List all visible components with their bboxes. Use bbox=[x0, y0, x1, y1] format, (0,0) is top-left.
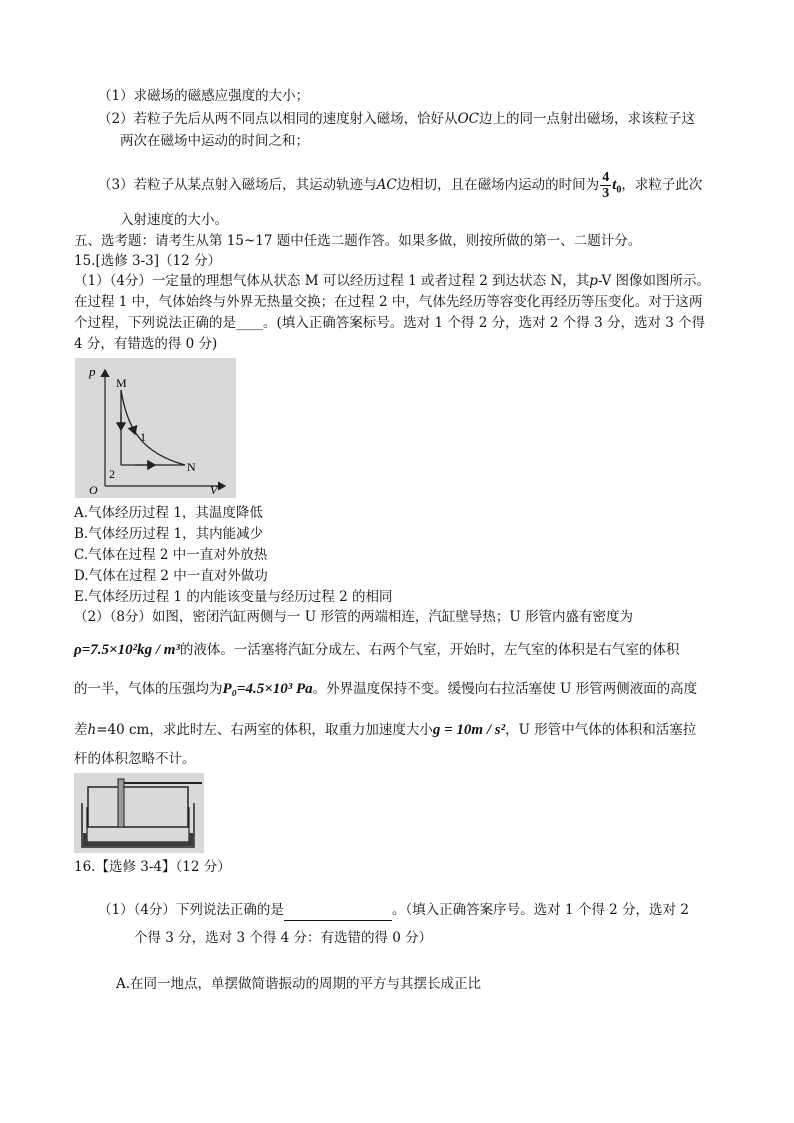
q14-part1: （1）求磁场的磁感应强度的大小； bbox=[98, 88, 310, 104]
cylinder bbox=[88, 787, 188, 827]
q15-option-a: A.气体经历过程 1，其温度降低 bbox=[74, 505, 263, 521]
q14-part2-cont: 两次在磁场中运动的时间之和； bbox=[120, 133, 309, 149]
oc-label: OC bbox=[457, 111, 479, 127]
pv-diagram bbox=[75, 358, 236, 498]
u-tube-outer bbox=[82, 803, 194, 847]
gravity-formula: g = 10m / s² bbox=[432, 722, 506, 738]
q15-s2-line1: （2）（8分）如图，密闭汽缸两侧与一 U 形管的两端相连，汽缸壁导热；U 形管内盛有密度为 bbox=[74, 609, 634, 625]
section-five-heading: 五、选考题：请考生从第 15~17 题中任选二题作答。如果多做，则按所做的第一、二题计分。 bbox=[74, 233, 642, 249]
q15-s1-line4: 4 分，有错选的得 0 分) bbox=[74, 336, 218, 352]
q16-title: 16.【选修 3-4】（12 分） bbox=[74, 859, 231, 875]
density-formula: ρ=7.5×10²kg / m³ bbox=[74, 642, 180, 658]
q14-part3: （3）若粒子从某点射入磁场后，其运动轨迹与AC边相切，且在磁场内运动的时间为 $\frac{4}{3}$ $t_0$，求粒子此次 bbox=[98, 170, 703, 201]
q15-s1-line2: 在过程 1 中，气体始终与外界无热量交换；在过程 2 中，气体先经历等容变化再经历等压变化。对于这两 bbox=[74, 294, 703, 310]
q14-part3-cont: 入射速度的大小。 bbox=[120, 212, 228, 228]
q16-s1-line1: （1）（4分）下列说法正确的是 。（填入正确答案序号。选对 1 个得 2 分，选对 2 bbox=[98, 900, 689, 921]
state-n-label: N bbox=[187, 460, 196, 474]
origin-label: O bbox=[89, 483, 98, 497]
pressure-formula: P₀=4.5×10³ Pa bbox=[222, 681, 313, 697]
q15-option-b: B.气体经历过程 1，其内能减少 bbox=[74, 526, 264, 542]
u-tube-liquid bbox=[83, 833, 193, 846]
q15-option-d: D.气体在过程 2 中一直对外做功 bbox=[74, 568, 268, 584]
p-axis-label: p bbox=[89, 364, 96, 379]
cylinder-u-tube-figure bbox=[74, 773, 204, 853]
v-axis-label: V bbox=[210, 483, 218, 497]
pv-diagram-figure bbox=[75, 358, 236, 498]
q15-option-e: E.气体经历过程 1 的内能该变量与经历过程 2 的相同 bbox=[74, 589, 393, 605]
q15-title: 15.[选修 3-3]（12 分） bbox=[74, 253, 222, 269]
q14-part2: （2）若粒子先后从两不同点以相同的速度射入磁场，恰好从OC边上的同一点射出磁场，求该粒子这 bbox=[98, 111, 695, 127]
q16-option-a: A.在同一地点，单摆做简谐振动的周期的平方与其摆长成正比 bbox=[116, 976, 482, 992]
piston bbox=[118, 779, 124, 827]
q15-s1-line1: （1）（4分）一定量的理想气体从状态 M 可以经历过程 1 或者过程 2 到达状态 N，其p-V 图像如图所示。 bbox=[74, 273, 711, 289]
q15-option-c: C.气体在过程 2 中一直对外放热 bbox=[74, 547, 268, 563]
q16-s1-line2: 个得 3 分，选对 3 个得 4 分：有选错的得 0 分） bbox=[134, 930, 433, 946]
answer-blank bbox=[284, 900, 392, 921]
ac-label: AC bbox=[376, 177, 397, 193]
q15-s2-line5: 杆的体积忽略不计。 bbox=[74, 751, 196, 767]
q15-s2-line2: ρ=7.5×10²kg / m³的液体。一活塞将汽缸分成左、右两个气室，开始时，左气室的体积是右气室的体积 bbox=[74, 642, 680, 658]
q15-s2-line4: 差h=40 cm，求此时左、右两室的体积，取重力加速度大小g = 10m / s²，U 形管中气体的体积和活塞拉 bbox=[74, 722, 697, 738]
process-1-label: 1 bbox=[140, 430, 146, 444]
process-1-curve bbox=[121, 390, 185, 465]
q15-s1-line3: 个过程，下列说法正确的是____。(填入正确答案标号。选对 1 个得 2 分，选对 2 个得 3 分，选对 3 个得 bbox=[74, 315, 706, 331]
process-2-label: 2 bbox=[109, 467, 115, 481]
fraction-4-3: $\frac{4}{3}$ bbox=[602, 170, 610, 201]
cylinder-diagram bbox=[74, 773, 204, 853]
state-m-label: M bbox=[116, 376, 127, 390]
q15-s2-line3: 的一半，气体的压强均为P₀=4.5×10³ Pa。外界温度保持不变。缓慢向右拉活塞使 U 形管两侧液面的高度 bbox=[74, 681, 698, 697]
u-tube-inner bbox=[87, 807, 189, 842]
